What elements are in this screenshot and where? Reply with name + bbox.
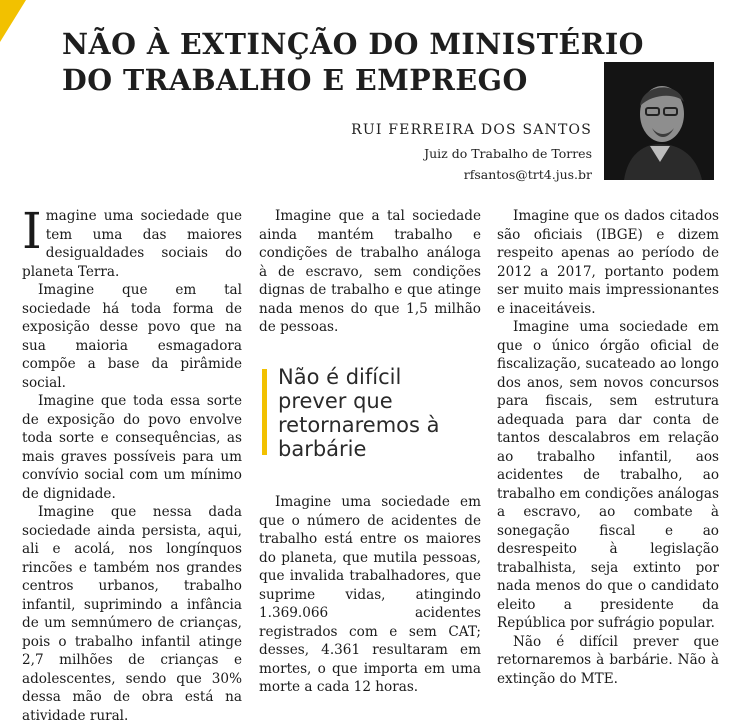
corner-accent	[0, 0, 26, 42]
paragraph: Imagine que nessa dada sociedade ainda persista, aqui, ali e acolá, nos longínquos rincões e também nos grandes centros urbanos, trabalho infantil, suprimindo a infância de um semnúmero de crianças, pois o trabalho infantil atinge 2,7 milhões de crianças e adolescentes, sendo que 30% dessa mão de obra está na atividade rural.	[22, 504, 242, 724]
paragraph: Imagine uma sociedade que tem uma das maiores desigualdades sociais do planeta Terra.	[22, 202, 242, 280]
article-column-2	[259, 207, 481, 337]
pull-quote-text: Não é difícil prever que retornaremos à barbárie	[278, 365, 440, 461]
article-column-3	[497, 207, 719, 688]
paragraph: Não é difícil prever que retornaremos à barbárie. Não à extinção do MTE.	[497, 633, 719, 687]
paragraph: Imagine que em tal sociedade há toda forma de exposição desse povo que na sua maioria esmagadora compõe a base da pirâmide social.	[22, 282, 242, 391]
author-role: Juiz do Trabalho de Torres	[424, 146, 592, 161]
author-email: rfsantos@trt4.jus.br	[463, 167, 592, 182]
paragraph: Imagine que os dados citados são oficiais (IBGE) e dizem respeito apenas ao período de 2012 a 2017, portanto podem ser muito mais impressionantes e inaceitáveis.	[497, 208, 719, 317]
headline-line-2: DO TRABALHO E EMPREGO	[62, 63, 528, 97]
paragraph: Imagine que a tal sociedade ainda mantém trabalho e condições de trabalho análoga à de escravo, sem condições dignas de trabalho e que atinge nada menos do que 1,5 milhão de pessoas.	[259, 208, 481, 335]
article-column-2-bottom	[259, 493, 481, 697]
paragraph: Imagine que toda essa sorte de exposição do povo envolve toda sorte e consequências, as mais graves possíveis para um convívio social com um mínimo de dignidade.	[22, 393, 242, 502]
portrait-image	[604, 62, 714, 180]
author-name: RUI FERREIRA DOS SANTOS	[351, 122, 592, 138]
author-photo	[604, 62, 714, 180]
pull-quote	[262, 365, 477, 465]
headline	[62, 26, 644, 98]
headline-line-1: NÃO À EXTINÇÃO DO MINISTÉRIO	[62, 27, 644, 61]
pull-quote-bar	[262, 369, 267, 455]
drop-cap: I	[22, 202, 42, 260]
paragraph: Imagine uma sociedade em que o número de acidentes de trabalho está entre os maiores do planeta, que mutila pessoas, que invalida trabalhadores, que suprime vidas, atingindo 1.369.066 acidentes registrados com e sem CAT; desses, 4.361 resultaram em mortes, o que importa em uma morte a cada 12 horas.	[259, 494, 481, 695]
paragraph: Imagine uma sociedade em que o único órgão oficial de fiscalização, sucateado ao longo dos anos, sem novos concursos para fiscais, sem estrutura adequada para dar conta de tantos descalabros em relação ao trabalho infantil, aos acidentes de trabalho, ao trabalho em condições análogas a escravo, ao combate à sonegação fiscal e ao desrespeito à legislação trabalhista, seja extinto por nada menos do que o candidato eleito a presidente da República por sufrágio popular.	[497, 319, 719, 631]
article-column-1	[22, 202, 242, 725]
